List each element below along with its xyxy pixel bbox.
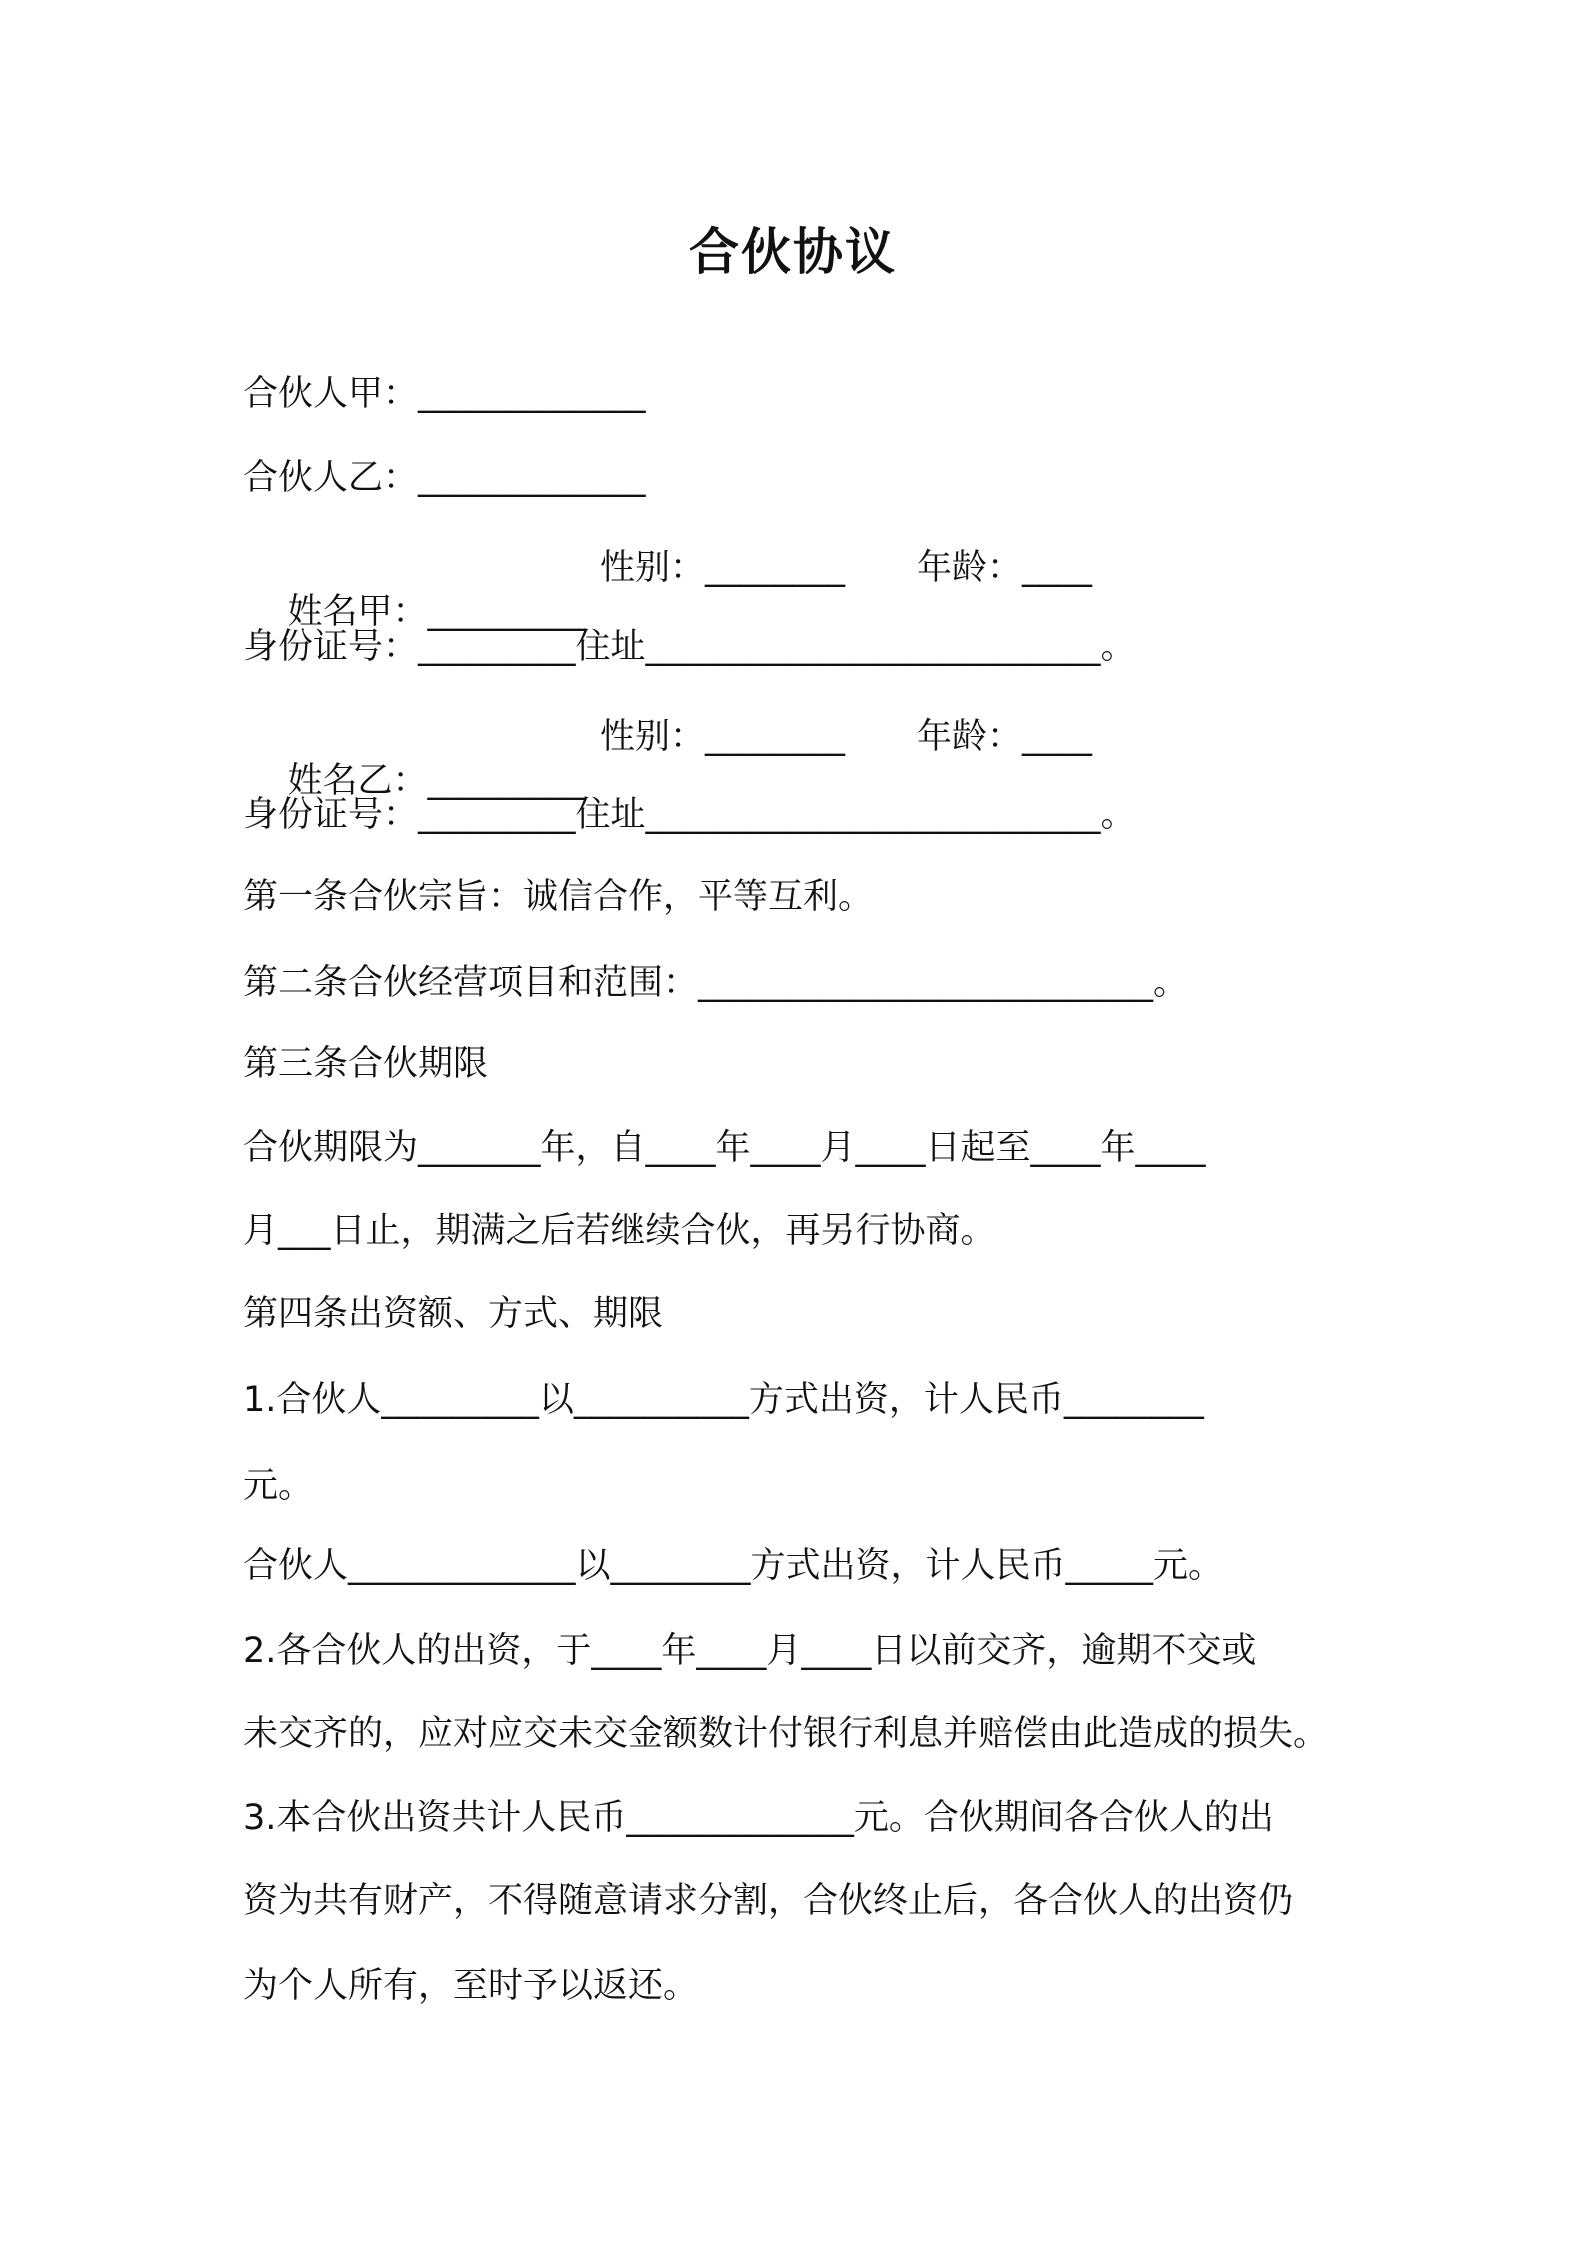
article-4-item-1-line-2: 元。 [243, 1466, 314, 1506]
article-4-item-2-line-1: 2.各合伙人的出资，于____年____月____日以前交齐，逾期不交或 [243, 1631, 1257, 1671]
partner-a-gender: 性别：________ [600, 548, 846, 588]
partner-b-name: 姓名乙：_________ [287, 761, 586, 801]
partner-a-name: 姓名甲：_________ [287, 592, 586, 632]
partner-a-age: 年龄：____ [917, 548, 1093, 588]
article-4-item-1-line-1: 1.合伙人_________以__________方式出资，计人民币________ [243, 1380, 1204, 1420]
article-4-item-3-line-3: 为个人所有，至时予以返还。 [243, 1966, 699, 2006]
article-4-item-2-line-2: 未交齐的，应对应交未交金额数计付银行利息并赔偿由此造成的损失。 [243, 1714, 1329, 1754]
article-3-heading: 第三条合伙期限 [243, 1044, 489, 1084]
article-2: 第二条合伙经营项目和范围：__________________________。 [243, 963, 1189, 1003]
partner-b-id-address: 身份证号：_________住址__________________________。 [243, 795, 1136, 835]
article-4-heading: 第四条出资额、方式、期限 [243, 1294, 664, 1334]
article-1: 第一条合伙宗旨：诚信合作，平等互利。 [243, 877, 874, 917]
document-title: 合伙协议 [689, 223, 897, 281]
article-3-line-1: 合伙期限为_______年，自____年____月____日起至____年____ [243, 1128, 1206, 1168]
article-3-line-2: 月___日止，期满之后若继续合伙，再另行协商。 [243, 1211, 996, 1251]
article-4-item-1-line-3: 合伙人_____________以________方式出资，计人民币_____元。 [243, 1546, 1224, 1586]
partner-b-age: 年龄：____ [917, 717, 1093, 757]
partner-a-line: 合伙人甲：_____________ [243, 374, 646, 414]
partner-b-line: 合伙人乙：_____________ [243, 458, 646, 498]
article-4-item-3-line-1: 3.本合伙出资共计人民币_____________元。合伙期间各合伙人的出 [243, 1798, 1274, 1838]
article-4-item-3-line-2: 资为共有财产，不得随意请求分割，合伙终止后，各合伙人的出资仍 [243, 1881, 1294, 1921]
partner-b-gender: 性别：________ [600, 717, 846, 757]
partner-a-id-address: 身份证号：_________住址__________________________。 [243, 627, 1136, 667]
